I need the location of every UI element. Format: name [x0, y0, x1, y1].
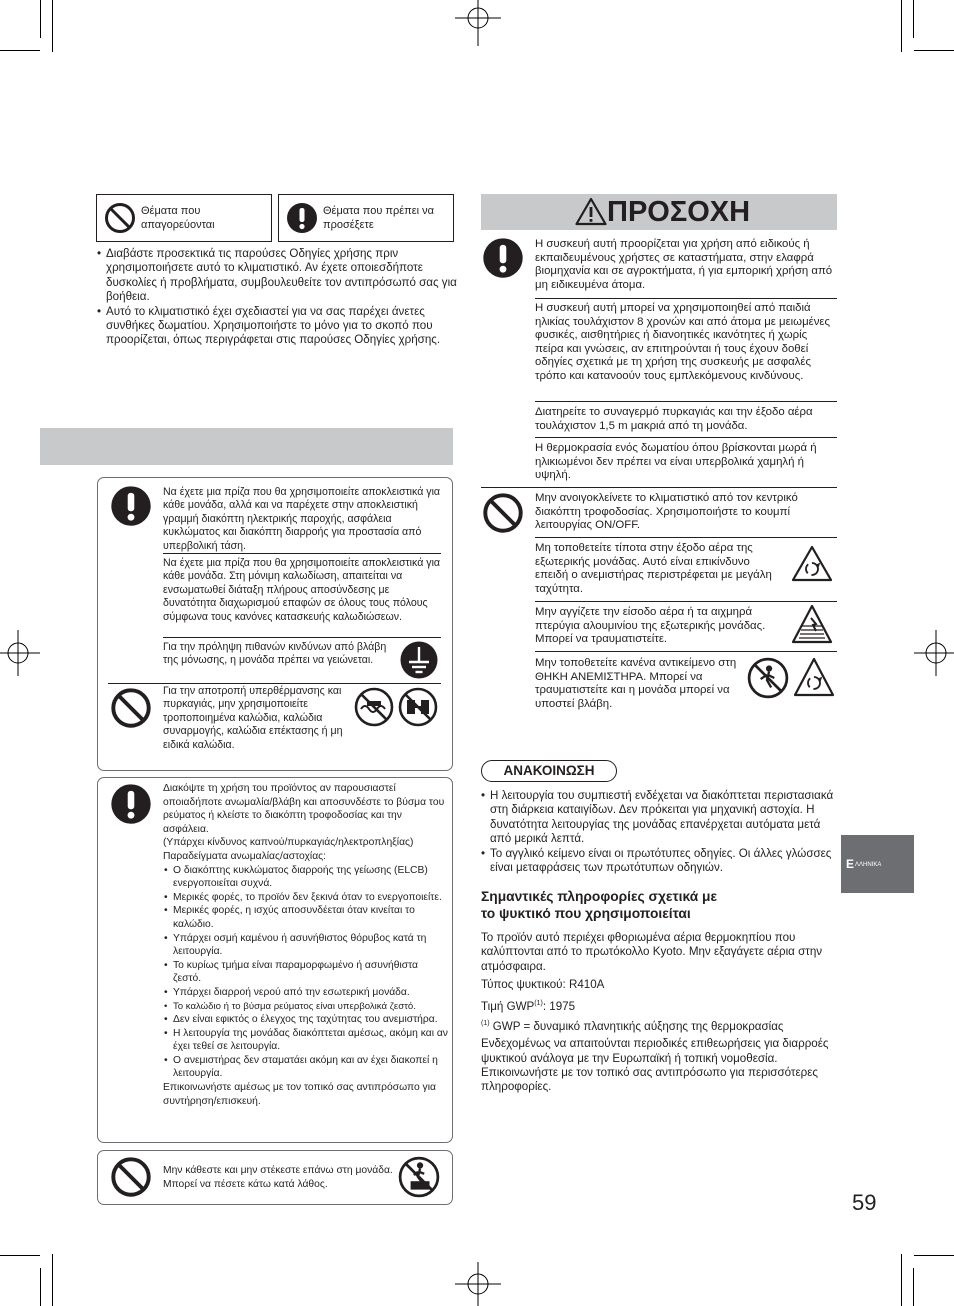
caution-item: Η θερμοκρασία ενός δωματίου όπου βρίσκονται μωρά ή ηλικιωμένοι δεν πρέπει να είναι υπερβολικά χαμηλή ή υψηλή.	[535, 442, 817, 482]
crop-mark	[0, 1255, 40, 1256]
box2-example: • Μερικές φορές, η ισχύς αποσυνδέεται όταν κινείται το καλώδιο.	[163, 904, 448, 931]
caution-item: Μην αγγίζετε την είσοδο αέρα ή τα αιχμηρά πτερύγια αλουμινίου της εξωτερικής μονάδας. Μπορεί να τραυματιστείτε.	[535, 606, 766, 646]
rotating-fan-warning-icon	[793, 657, 835, 697]
divider	[535, 651, 837, 652]
divider	[535, 537, 837, 538]
caution-item: Μη τοποθετείτε τίποτα στην έξοδο αέρα της εξωτερικής μονάδας. Αυτό είναι επικίνδυνο επειδή ο ανεμιστήρας περιστρέφεται με μεγάλη ταχύτητα.	[535, 542, 772, 595]
crop-mark	[52, 1254, 53, 1306]
crop-mark	[914, 50, 954, 51]
warning-triangle-icon	[575, 197, 607, 226]
legend-prohibited-text: Θέματα που απαγορεύονται	[141, 205, 215, 231]
box2-contact: Επικοινωνήστε αμέσως με τον τοπικό σας αντιπρόσωπο για συντήρηση/επισκευή.	[163, 1082, 436, 1107]
intro-bullet: • Αυτό το κλιματιστικό έχει σχεδιαστεί για να σας παρέχει άνετες συνθήκες δωματίου. Χρησιμοποιήστε το μόνο για το σκοπό που προορίζεται, όπως περιγράφεται στις παρούσες Οδηγίες χρήσης.	[97, 305, 457, 348]
box3-text: Μην κάθεστε και μην στέκεστε επάνω στη μονάδα. Μπορεί να πέσετε κάτω κατά λάθος.	[163, 1165, 393, 1190]
box2-examples-label: Παραδείγματα ανωμαλίας/αστοχίας:	[163, 850, 326, 862]
box1-item1: Να έχετε μια πρίζα που θα χρησιμοποιείτε αποκλειστικά για κάθε μονάδα, αλλά και να παρέχετε στην αποκλειστική γραμμή διακόπτη ηλεκτρικής παροχής, ασφάλεια κυκλώματος και διακόπτη διαρροής για προστασία από υπερβολική τάση.	[163, 486, 441, 552]
refrigerant-body	[481, 931, 837, 1095]
caution-item: Μην τοποθετείτε κανένα αντικείμενο στη ΘΗΚΗ ΑΝΕΜΙΣΤΗΡΑ. Μπορεί να τραυματιστείτε και η μονάδα μπορεί να υποστεί βλάβη.	[535, 657, 737, 710]
crop-mark	[913, 1268, 914, 1306]
registration-mark	[455, 0, 501, 46]
box2-risk: (Υπάρχει κίνδυνος καπνού/πυρκαγιάς/ηλεκτροπληξίας)	[163, 837, 414, 849]
box2-example: • Μερικές φορές, το προϊόν δεν ξεκινά όταν το ενεργοποιείτε.	[163, 891, 448, 905]
refrigerant-type: Τύπος ψυκτικού: R410A	[481, 978, 605, 992]
intro-bullets	[97, 247, 457, 348]
crop-mark	[913, 0, 914, 38]
caution-title: ΠΡΟΣΟΧΗ	[607, 196, 751, 228]
registration-mark	[0, 630, 40, 676]
divider	[108, 683, 441, 684]
earth-ground-icon	[399, 640, 439, 680]
box2-intro: Διακόψτε τη χρήση του προϊόντος αν παρουσιαστεί οποιαδήποτε ανωμαλία/βλάβη και αποσυνδέστε το βύσμα του ρεύματος ή κλείστε το διακόπτη τροφοδοσίας και την ασφάλεια.	[163, 783, 445, 835]
sharp-fins-warning-icon	[791, 604, 833, 644]
caution-item: Μην ανοιγοκλείνετε το κλιματιστικό από τον κεντρικό διακόπτη τροφοδοσίας. Χρησιμοποιήστε το κουμπί λειτουργίας ON/OFF.	[535, 492, 798, 532]
legend-mandatory-text: Θέματα που πρέπει να προσέξετε	[323, 205, 434, 231]
prohibited-icon	[104, 202, 136, 234]
mandatory-icon	[110, 783, 152, 825]
caution-header	[481, 194, 837, 230]
divider	[163, 637, 441, 638]
gwp-sup: (1)	[534, 999, 543, 1007]
registration-mark	[455, 1262, 501, 1306]
box2-example: • Υπάρχει διαρροή νερού από την εσωτερική μονάδα.	[163, 986, 448, 1000]
refrigerant-footnote	[481, 1017, 837, 1034]
language-tab-initial: E	[846, 857, 855, 871]
no-cable-splice-icon	[354, 687, 394, 727]
refrigerant-heading	[481, 889, 837, 922]
no-standing-on-unit-icon	[398, 1156, 440, 1198]
crop-mark	[0, 50, 40, 51]
crop-mark	[914, 1255, 954, 1256]
notice-bullet: • Το αγγλικό κείμενο είναι οι πρωτότυπες οδηγίες. Οι άλλες γλώσσες είναι μεταφράσεις των πρωτότυπων οδηγιών.	[481, 847, 837, 876]
intro-bullet: • Διαβάστε προσεκτικά τις παρούσες Οδηγίες χρήσης πριν χρησιμοποιήσετε αυτό το κλιματιστικό. Αν έχετε οποιεσδήποτε δυσκολίες ή προβλήματα, συμβουλευθείτε τον αντιπρόσωπό σας για βοήθεια.	[97, 247, 457, 305]
crop-mark	[52, 0, 53, 52]
notice-bullets	[481, 789, 837, 875]
rotating-fan-warning-icon	[791, 545, 833, 582]
divider	[535, 601, 837, 602]
footnote-text: GWP = δυναμικό πλανητικής αύξησης της θερμοκρασίας	[489, 1019, 784, 1033]
section-header-band	[40, 428, 453, 465]
caution-item: Η συσκευή αυτή προορίζεται για χρήση από ειδικούς ή εκπαιδευμένους χρήστες σε καταστήματα, στην ελαφρά βιομηχανία και σε αγροκτήματα, ή για εμπορική χρήση από μη ειδικευμένα άτομα.	[535, 238, 833, 291]
legend-mandatory	[278, 194, 454, 242]
gwp-value: : 1975	[542, 999, 576, 1013]
box1-item3: Για την πρόληψη πιθανών κινδύνων από βλάβη της μόνωσης, η μονάδα πρέπει να γειώνεται.	[163, 641, 387, 667]
mandatory-icon	[482, 237, 524, 279]
caution-item: Διατηρείτε το συναγερμό πυρκαγιάς και την έξοδο αέρα τουλάχιστον 1,5 m μακριά από τη μονάδα.	[535, 406, 813, 432]
no-extension-cord-icon	[398, 687, 438, 727]
notice-bullet: • Η λειτουργία του συμπιεστή ενδέχεται να διακόπτεται περιστασιακά στη διάρκεια καταιγίδων. Δεν πρόκειται για μηχανική αστοχία. Η δυνατότητα λειτουργίας της μονάδας επανέρχεται αυτόματα μετά από μερικά λεπτά.	[481, 789, 837, 847]
crop-mark	[40, 1268, 41, 1306]
box2-example: • Ο ανεμιστήρας δεν σταματάει ακόμη και αν έχει διακοπεί η λειτουργία.	[163, 1054, 448, 1081]
box2-example: • Το κυρίως τμήμα είναι παραμορφωμένο ή ασυνήθιστα ζεστό.	[163, 959, 448, 986]
divider	[163, 553, 441, 554]
crop-mark	[901, 1254, 902, 1306]
box2-example: • Δεν είναι εφικτός ο έλεγχος της ταχύτητας του ανεμιστήρα.	[163, 1013, 448, 1027]
divider	[535, 401, 837, 402]
refrigerant-para: Το προϊόν αυτό περιέχει φθοριωμένα αέρια θερμοκηπίου που καλύπτονται από το πρωτόκολλο Kyoto. Μην εξαγάγετε αέρια στην ατμόσφαιρα.	[481, 931, 823, 973]
mandatory-icon	[110, 485, 152, 527]
language-tab-label: ΛΛΗΝΙΚΑ	[855, 862, 882, 868]
crop-mark	[40, 0, 41, 38]
registration-mark	[914, 630, 954, 676]
refrigerant-heading-line: Σημαντικές πληροφορίες σχετικά με	[481, 889, 718, 904]
box2-example: • Ο διακόπτης κυκλώματος διαρροής της γείωσης (ELCB) ενεργοποιείται συχνά.	[163, 864, 448, 891]
prohibited-icon	[110, 687, 152, 729]
crop-mark	[901, 0, 902, 52]
box2-example: • Το καλώδιο ή το βύσμα ρεύματος είναι υπερβολικά ζεστό.	[163, 1000, 448, 1014]
box1-item2: Να έχετε μια πρίζα που θα χρησιμοποιείτε αποκλειστικά για κάθε μονάδα. Στη μόνιμη καλωδίωση, απαιτείται να ενσωματωθεί διάταξη πλήρους αποσύνδεσης με δυνατότητα διαχωρισμού επαφών σε όλους τους πόλους σύμφωνα τους κανόνες κατασκευής καλωδιώσεων.	[163, 557, 441, 623]
legend-prohibited	[96, 194, 272, 242]
no-object-in-fan-icon	[747, 657, 789, 699]
divider	[535, 437, 837, 438]
refrigerant-gwp	[481, 997, 837, 1014]
divider	[481, 487, 837, 488]
box2-example: • Υπάρχει οσμή καμένου ή ασυνήθιστος θόρυβος κατά τη λειτουργία.	[163, 932, 448, 959]
box2-example: • Η λειτουργία της μονάδας διακόπτεται αμέσως, ακόμη και αν έχει τεθεί σε λειτουργία.	[163, 1027, 448, 1054]
gwp-label: Τιμή GWP	[481, 999, 535, 1013]
page-number: 59	[852, 1190, 877, 1215]
refrigerant-heading-line: το ψυκτικό που χρησιμοποιείται	[481, 905, 691, 921]
caution-item: Η συσκευή αυτή μπορεί να χρησιμοποιηθεί από παιδιά ηλικίας τουλάχιστον 8 χρονών και από άτομα με μειωμένες φυσικές, αισθητήριες ή διανοητικές ικανότητες ή χωρίς πείρα και γνώσεις, αν επιτηρούνται ή τους έχουν δοθεί οδηγίες σχετικά με τη χρήση της συσκευής με ασφαλές τρόπο και κατανοούν τους εμπλεκόμενους κινδύνους.	[535, 302, 830, 382]
box1-item4: Για την αποτροπή υπερθέρμανσης και πυρκαγιάς, μην χρησιμοποιείτε τροποποιημένα καλώδια, καλώδια συναρμογής, καλώδια επέκτασης ή μη ειδικά καλώδια.	[163, 685, 343, 751]
footnote-sup: (1)	[481, 1019, 490, 1027]
refrigerant-para: Ενδεχομένως να απαιτούνται περιοδικές επιθεωρήσεις για διαρροές ψυκτικού ανάλογα με την Ευρωπαϊκή ή τοπική νομοθεσία. Επικοινωνήστε με τον τοπικό σας αντιπρόσωπο για περισσότερες πληροφορίες.	[481, 1037, 829, 1094]
divider	[535, 298, 837, 299]
notice-label: ΑΝΑΚΟΙΝΩΣΗ	[481, 760, 617, 782]
prohibited-icon	[482, 492, 524, 534]
prohibited-icon	[110, 1156, 152, 1198]
box2-content	[163, 782, 448, 1108]
language-tab[interactable]	[841, 835, 914, 893]
mandatory-icon	[286, 202, 318, 234]
